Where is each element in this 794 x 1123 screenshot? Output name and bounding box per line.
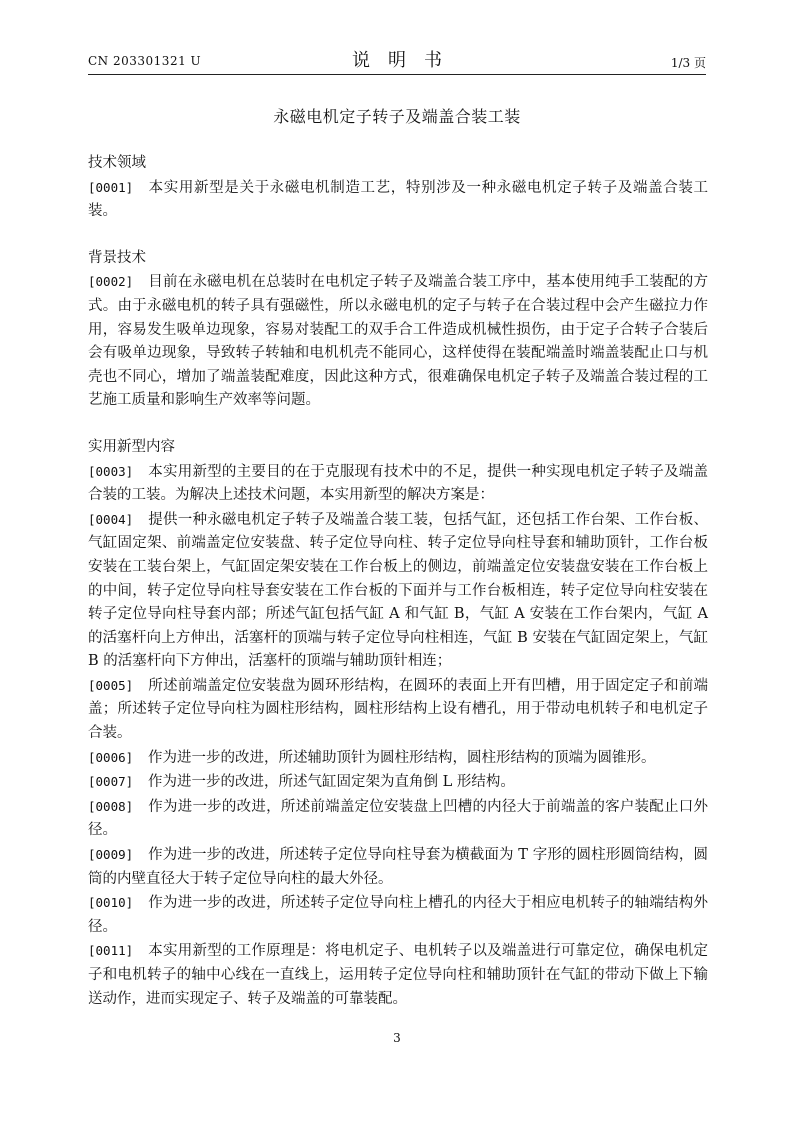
section-label: 说明书 [352, 50, 460, 71]
paragraph [88, 460, 708, 508]
paragraph-number: [0007] [88, 774, 134, 790]
paragraph-text: 本实用新型的主要目的在于克服现有技术中的不足，提供一种实现电机定子转子及端盖合装的工装。为解决上述技术问题，本实用新型的解决方案是： [88, 463, 708, 504]
page-indicator: 1/3 页 [670, 56, 706, 70]
paragraph-number: [0010] [88, 895, 134, 911]
patent-number: CN 203301321 U [88, 54, 202, 68]
paragraph [88, 891, 708, 939]
paragraph [88, 939, 708, 1011]
header-divider [88, 74, 706, 75]
paragraph-text: 所述前端盖定位安装盘为圆环形结构，在圆环的表面上开有凹槽，用于固定定子和前端盖；所述转子定位导向柱为圆柱形结构，圆柱形结构上设有槽孔，用于带动电机转子和电机定子合装。 [88, 677, 708, 742]
paragraph [88, 770, 708, 795]
document-title: 永磁电机定子转子及端盖合装工装 [273, 107, 521, 126]
paragraph [88, 843, 708, 891]
paragraph-text: 作为进一步的改进，所述前端盖定位安装盘上凹槽的内径大于前端盖的客户装配止口外径。 [88, 798, 708, 839]
paragraph-number: [0006] [88, 749, 134, 765]
paragraph-number: [0008] [88, 798, 134, 814]
paragraph-text: 目前在永磁电机在总装时在电机定子转子及端盖合装工序中，基本使用纯手工装配的方式。由于永磁电机的转子具有强磁性，所以永磁电机的定子与转子在合装过程中会产生磁拉力作用，容易发生吸单边现象，容易对装配工的双手合工件造成机械性损伤，由于定子合转子合装后会有吸单边现象，导致转子转轴和电机机壳不能同心，这样使得在装配端盖时端盖装配止口与机壳也不同心，增加了端盖装配难度，因此这种方式，很难确保电机定子转子及端盖合装过程的工艺施工质量和影响生产效率等问题。 [88, 274, 708, 409]
document-body [88, 152, 708, 1011]
section-heading-background: 背景技术 [88, 249, 146, 266]
paragraph-number: [0002] [88, 274, 134, 290]
paragraph-number: [0003] [88, 463, 134, 479]
paragraph-text: 本实用新型的工作原理是：将电机定子、电机转子以及端盖进行可靠定位，确保电机定子和电机转子的轴中心线在一直线上，运用转子定位导向柱和辅助顶针在气缸的带动下做上下输送动作，进而实现定子、转子及端盖的可靠装配。 [88, 943, 708, 1007]
paragraph [88, 674, 708, 746]
paragraph [88, 508, 708, 674]
paragraph-number: [0001] [88, 179, 134, 195]
section-heading-tech-field: 技术领域 [88, 155, 146, 171]
paragraph-number: [0009] [88, 847, 134, 863]
page-number: 3 [393, 1031, 401, 1045]
paragraph-text: 作为进一步的改进，所述气缸固定架为直角倒 L 形结构。 [148, 774, 515, 791]
paragraph [88, 176, 708, 224]
paragraph [88, 795, 708, 843]
page-header [88, 46, 706, 72]
paragraph-text: 作为进一步的改进，所述转子定位导向柱上槽孔的内径大于相应电机转子的轴端结构外径。 [88, 895, 708, 935]
paragraph-number: [0004] [88, 511, 134, 527]
paragraph-number: [0005] [88, 677, 134, 693]
paragraph-text: 作为进一步的改进，所述转子定位导向柱导套为横截面为 T 字形的圆柱形圆筒结构，圆筒的内壁直径大于转子定位导向柱的最大外径。 [88, 847, 708, 887]
paragraph-number: [0011] [88, 943, 134, 959]
paragraph-text: 作为进一步的改进，所述辅助顶针为圆柱形结构，圆柱形结构的顶端为圆锥形。 [148, 749, 656, 766]
paragraph [88, 270, 708, 413]
section-heading-content: 实用新型内容 [88, 438, 175, 455]
paragraph [88, 746, 708, 771]
paragraph-text: 本实用新型是关于永磁电机制造工艺，特别涉及一种永磁电机定子转子及端盖合装工装。 [88, 179, 708, 220]
paragraph-text: 提供一种永磁电机定子转子及端盖合装工装，包括气缸，还包括工作台架、工作台板、气缸固定架、前端盖定位安装盘、转子定位导向柱、转子定位导向柱导套和辅助顶针，工作台板安装在工装台架上，气缸固定架安装在工作台板上的侧边，前端盖定位安装盘安装在工作台板上的中间，转子定位导向柱导套安装在工作台板的下面并与工作台板相连，转子定位导向柱安装在转子定位导向柱导套内部；所述气缸包括气缸 A 和气缸 B，气缸 A 安装在工作台架内，气缸 A 的活塞杆向上方伸出，活塞杆的顶端与转子定位导向柱相连，气缸 B 安装在气缸固定架上，气缸 B 的活塞杆向下方伸出，活塞杆的顶端与辅助顶针相连； [88, 511, 708, 670]
